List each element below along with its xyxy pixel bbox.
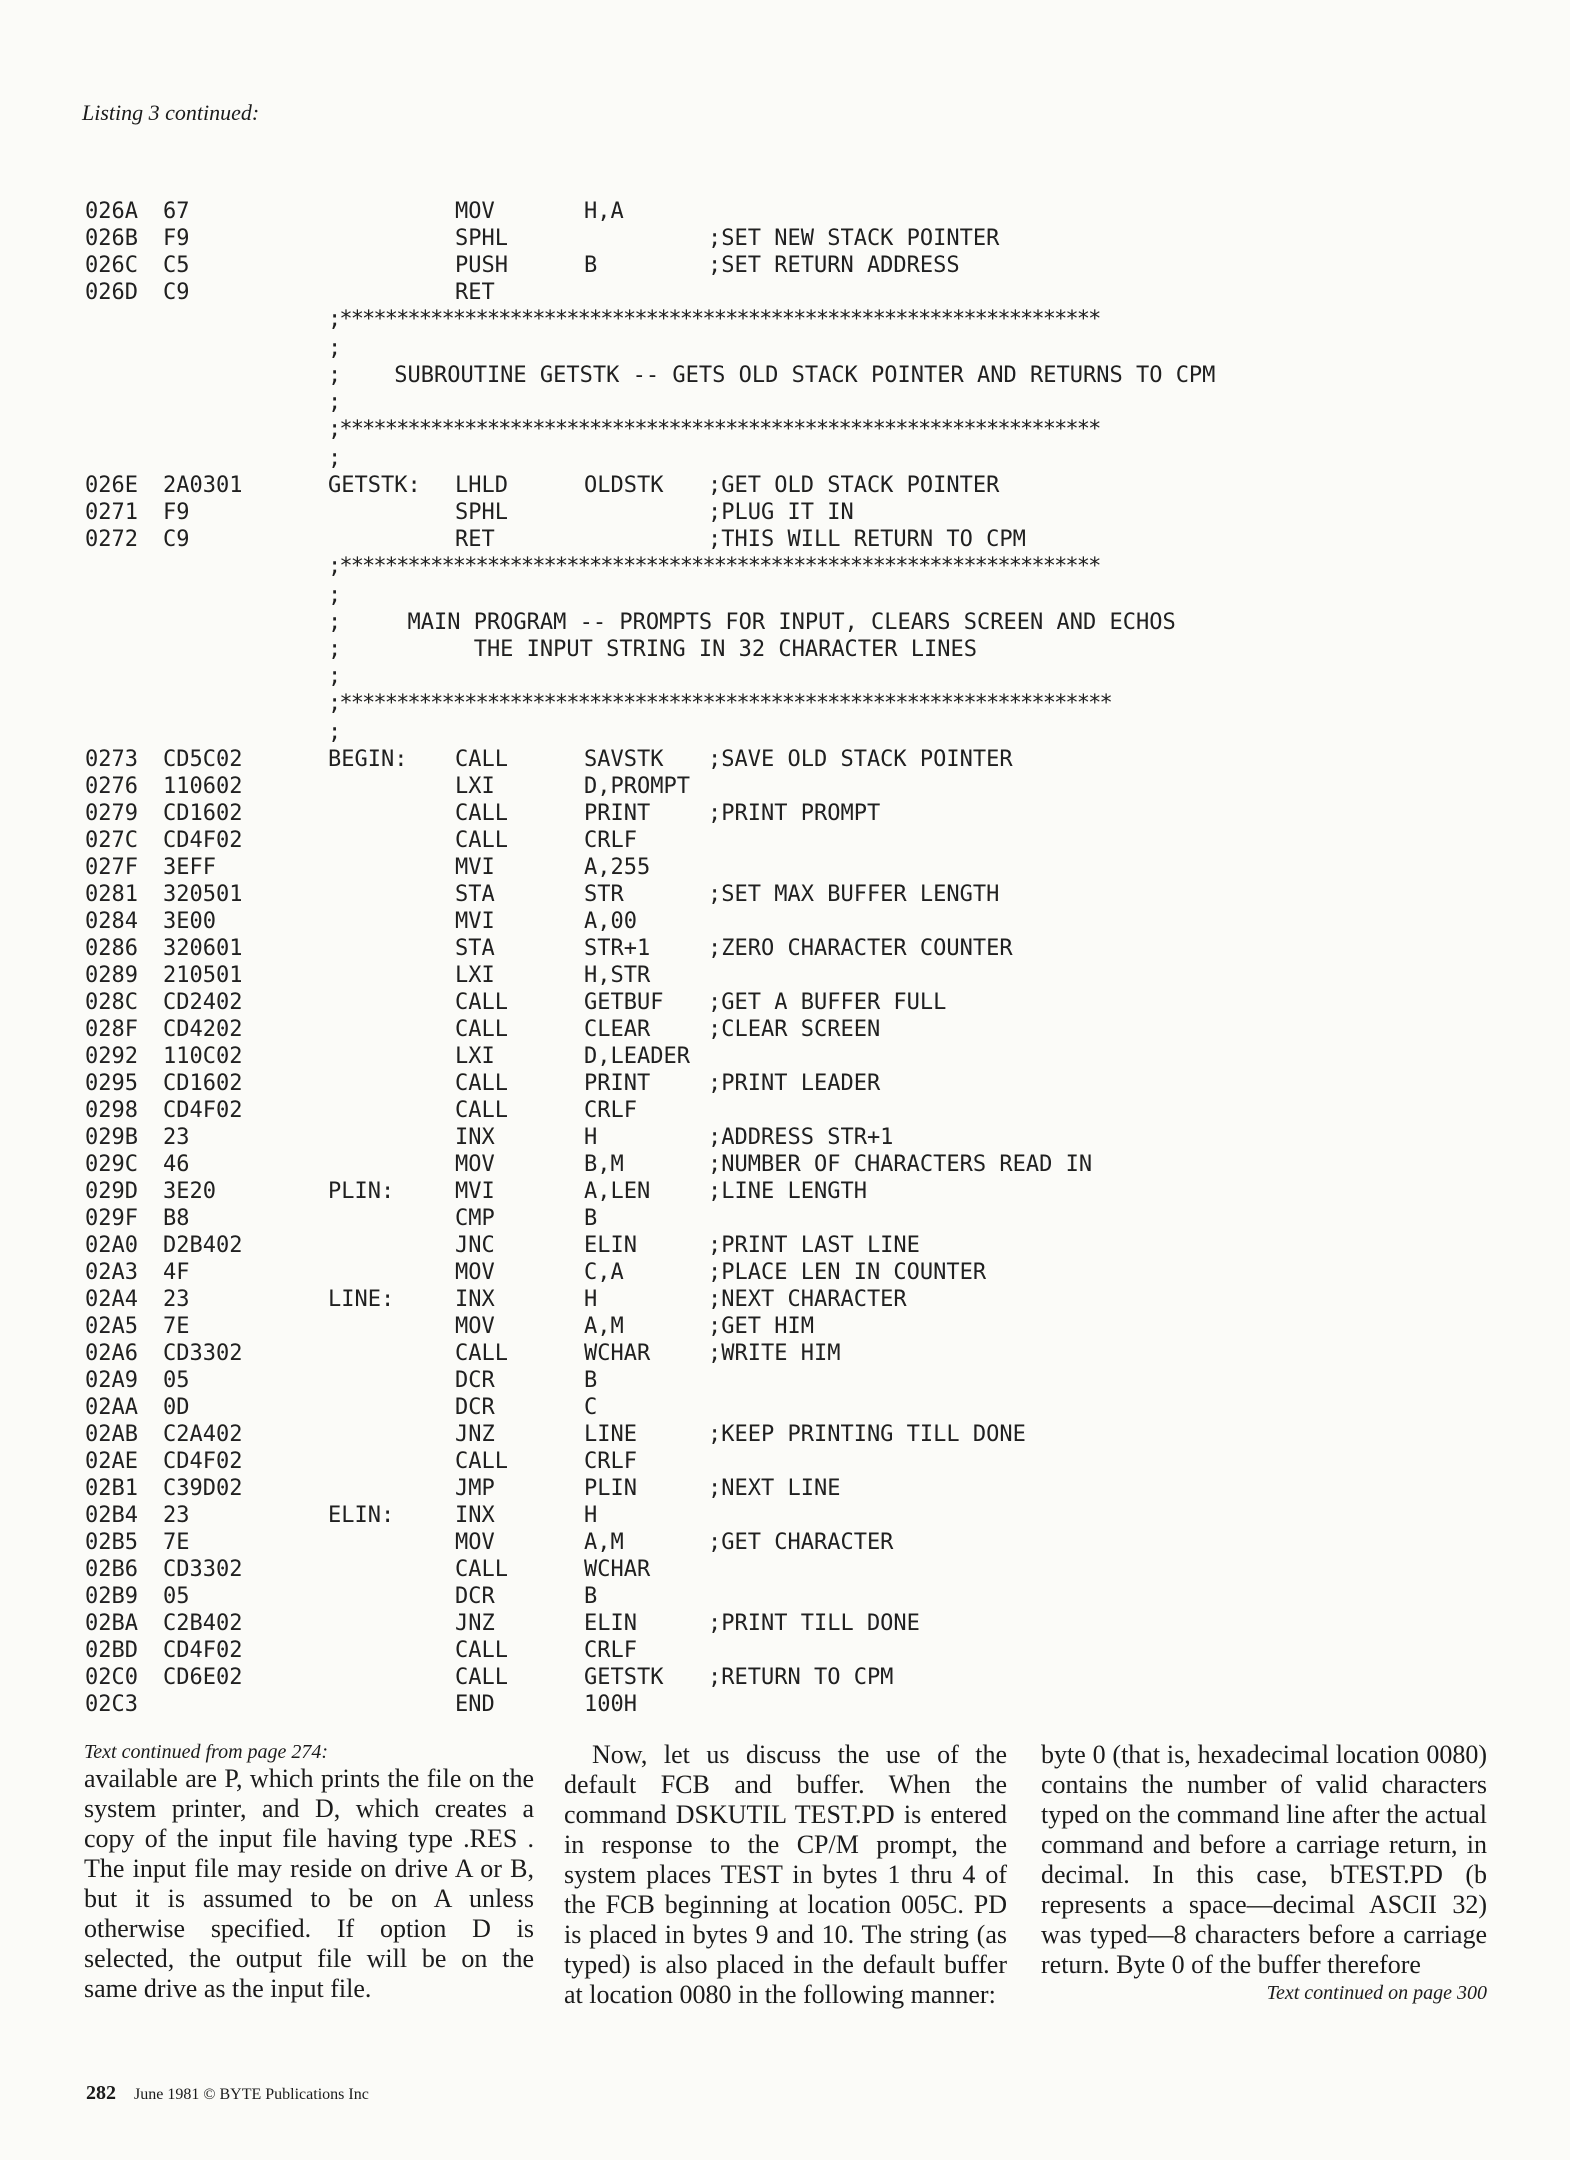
machine-code: CD6E02 <box>163 1665 243 1690</box>
operand: C <box>584 1395 598 1420</box>
machine-code: F9 <box>163 226 190 251</box>
opcode: MOV <box>455 199 495 224</box>
comment: ;NEXT LINE <box>708 1476 841 1501</box>
label: GETSTK: <box>328 473 421 498</box>
machine-code: 67 <box>163 199 190 224</box>
comment: ;PLUG IT IN <box>708 500 854 525</box>
opcode: LHLD <box>455 473 508 498</box>
address: 02A5 <box>85 1314 138 1339</box>
address: 029F <box>85 1206 138 1231</box>
machine-code: CD1602 <box>163 801 243 826</box>
comment-text: ; <box>328 446 342 471</box>
machine-code: 3E20 <box>163 1179 216 1204</box>
operand: B <box>584 1584 598 1609</box>
address: 02B1 <box>85 1476 138 1501</box>
operand: WCHAR <box>584 1341 651 1366</box>
address: 0289 <box>85 963 138 988</box>
machine-code: 23 <box>163 1125 190 1150</box>
address: 028C <box>85 990 138 1015</box>
comment-text: ; SUBROUTINE GETSTK -- GETS OLD STACK POINTER AND RETURNS TO CPM <box>328 363 1216 388</box>
operand: D,PROMPT <box>584 774 690 799</box>
opcode: CALL <box>455 1449 508 1474</box>
machine-code: 0D <box>163 1395 190 1420</box>
text-column-2: Now, let us discuss the use of the default FCB and buffer. When the command DSKUTIL TEST.PD is entered in response to the CP/M prompt, the system places TEST in bytes 1 thru 4 of the FCB beginning at location 005C. PD is placed in bytes 9 and 10. The string (as typed) is also placed in the default buffer at location 0080 in the following manner: <box>564 1740 1007 2009</box>
opcode: PUSH <box>455 253 508 278</box>
opcode: MVI <box>455 855 495 880</box>
operand: H,A <box>584 199 624 224</box>
opcode: CALL <box>455 1098 508 1123</box>
opcode: CALL <box>455 1071 508 1096</box>
address: 026E <box>85 473 138 498</box>
machine-code: C9 <box>163 527 190 552</box>
machine-code: CD4202 <box>163 1017 243 1042</box>
address: 027F <box>85 855 138 880</box>
address: 02B5 <box>85 1530 138 1555</box>
comment: ;PLACE LEN IN COUNTER <box>708 1260 987 1285</box>
address: 0272 <box>85 527 138 552</box>
opcode: RET <box>455 280 495 305</box>
comment: ;WRITE HIM <box>708 1341 841 1366</box>
address: 02A3 <box>85 1260 138 1285</box>
operand: STR <box>584 882 624 907</box>
machine-code: 23 <box>163 1287 190 1312</box>
machine-code: 4F <box>163 1260 190 1285</box>
comment-text: ;******************************************************************* <box>328 417 1100 442</box>
address: 0271 <box>85 500 138 525</box>
address: 02A4 <box>85 1287 138 1312</box>
opcode: CALL <box>455 1638 508 1663</box>
opcode: MOV <box>455 1314 495 1339</box>
label: PLIN: <box>328 1179 395 1204</box>
address: 02C3 <box>85 1692 138 1717</box>
comment-text: ;******************************************************************* <box>328 554 1100 579</box>
machine-code: CD4F02 <box>163 828 243 853</box>
operand: A,LEN <box>584 1179 651 1204</box>
address: 028F <box>85 1017 138 1042</box>
machine-code: F9 <box>163 500 190 525</box>
opcode: SPHL <box>455 226 508 251</box>
machine-code: 320601 <box>163 936 243 961</box>
operand: GETBUF <box>584 990 664 1015</box>
text-column-1 <box>84 1740 534 2004</box>
comment-text: ; <box>328 664 342 689</box>
machine-code: C2B402 <box>163 1611 243 1636</box>
opcode: DCR <box>455 1395 495 1420</box>
continued-on-note: Text continued on page 300 <box>1266 1982 1487 2004</box>
comment: ;PRINT LEADER <box>708 1071 881 1096</box>
operand: CRLF <box>584 1449 637 1474</box>
machine-code: 05 <box>163 1368 190 1393</box>
operand: ELIN <box>584 1233 637 1258</box>
operand: PRINT <box>584 1071 651 1096</box>
operand: WCHAR <box>584 1557 651 1582</box>
operand: D,LEADER <box>584 1044 690 1069</box>
address: 02A0 <box>85 1233 138 1258</box>
address: 026A <box>85 199 138 224</box>
operand: B,M <box>584 1152 624 1177</box>
text-column-3 <box>1041 1740 1487 2006</box>
opcode: STA <box>455 936 495 961</box>
address: 0286 <box>85 936 138 961</box>
opcode: STA <box>455 882 495 907</box>
address: 027C <box>85 828 138 853</box>
opcode: INX <box>455 1503 495 1528</box>
comment-text: ;******************************************************************* <box>328 307 1100 332</box>
comment: ;PRINT PROMPT <box>708 801 881 826</box>
comment: ;PRINT TILL DONE <box>708 1611 920 1636</box>
machine-code: CD4F02 <box>163 1638 243 1663</box>
machine-code: B8 <box>163 1206 190 1231</box>
address: 0284 <box>85 909 138 934</box>
comment: ;CLEAR SCREEN <box>708 1017 881 1042</box>
address: 02AB <box>85 1422 138 1447</box>
comment-text: ;******************************************************************** <box>328 691 1111 716</box>
opcode: MVI <box>455 909 495 934</box>
operand: CLEAR <box>584 1017 651 1042</box>
opcode: JNZ <box>455 1422 495 1447</box>
comment: ;NEXT CHARACTER <box>708 1287 907 1312</box>
machine-code: CD3302 <box>163 1341 243 1366</box>
operand: H <box>584 1503 598 1528</box>
comment: ;ZERO CHARACTER COUNTER <box>708 936 1013 961</box>
machine-code: C5 <box>163 253 190 278</box>
operand: STR+1 <box>584 936 651 961</box>
comment: ;SET MAX BUFFER LENGTH <box>708 882 1000 907</box>
address: 0273 <box>85 747 138 772</box>
comment-text: ; <box>328 336 342 361</box>
opcode: SPHL <box>455 500 508 525</box>
machine-code: C39D02 <box>163 1476 243 1501</box>
machine-code: CD1602 <box>163 1071 243 1096</box>
opcode: RET <box>455 527 495 552</box>
opcode: CALL <box>455 1341 508 1366</box>
machine-code: C9 <box>163 280 190 305</box>
address: 02AE <box>85 1449 138 1474</box>
column-3-text: byte 0 (that is, hexadecimal location 0080) contains the number of valid characters typed on the command line after the actual command and before a carriage return, in decimal. In this case, bTEST.PD (b represents a space—decimal ASCII 32) was typed—8 characters before a carriage return. Byte 0 of the buffer therefore <box>1041 1740 1487 1979</box>
operand: H <box>584 1287 598 1312</box>
opcode: CALL <box>455 801 508 826</box>
address: 026D <box>85 280 138 305</box>
opcode: LXI <box>455 1044 495 1069</box>
machine-code: 210501 <box>163 963 243 988</box>
page-number: 282 <box>86 2082 116 2104</box>
label: ELIN: <box>328 1503 395 1528</box>
machine-code: CD5C02 <box>163 747 243 772</box>
address: 029B <box>85 1125 138 1150</box>
operand: OLDSTK <box>584 473 664 498</box>
machine-code: 7E <box>163 1314 190 1339</box>
opcode: CALL <box>455 747 508 772</box>
comment-text: ; THE INPUT STRING IN 32 CHARACTER LINES <box>328 637 978 662</box>
comment: ;SET NEW STACK POINTER <box>708 226 1000 251</box>
opcode: DCR <box>455 1368 495 1393</box>
opcode: CALL <box>455 990 508 1015</box>
operand: B <box>584 1368 598 1393</box>
machine-code: 110602 <box>163 774 243 799</box>
address: 02A6 <box>85 1341 138 1366</box>
address: 02BA <box>85 1611 138 1636</box>
address: 029D <box>85 1179 138 1204</box>
comment: ;SET RETURN ADDRESS <box>708 253 960 278</box>
comment: ;NUMBER OF CHARACTERS READ IN <box>708 1152 1093 1177</box>
opcode: INX <box>455 1287 495 1312</box>
address: 0292 <box>85 1044 138 1069</box>
machine-code: 110C02 <box>163 1044 243 1069</box>
address: 02B4 <box>85 1503 138 1528</box>
operand: H <box>584 1125 598 1150</box>
column-1-text: available are P, which prints the file on the system printer, and D, which creates a copy of the input file having type .RES . The input file may reside on drive A or B, but it is assumed to be on A unless otherwise specified. If option D is selected, the output file will be on the same drive as the input file. <box>84 1764 534 2003</box>
operand: H,STR <box>584 963 651 988</box>
comment: ;SAVE OLD STACK POINTER <box>708 747 1013 772</box>
machine-code: CD3302 <box>163 1557 243 1582</box>
comment: ;GET CHARACTER <box>708 1530 894 1555</box>
machine-code: CD4F02 <box>163 1098 243 1123</box>
comment: ;ADDRESS STR+1 <box>708 1125 894 1150</box>
machine-code: 05 <box>163 1584 190 1609</box>
opcode: CALL <box>455 1557 508 1582</box>
comment-text: ; <box>328 390 342 415</box>
comment: ;RETURN TO CPM <box>708 1665 894 1690</box>
operand: LINE <box>584 1422 637 1447</box>
machine-code: 46 <box>163 1152 190 1177</box>
opcode: MVI <box>455 1179 495 1204</box>
operand: CRLF <box>584 1098 637 1123</box>
address: 0276 <box>85 774 138 799</box>
operand: CRLF <box>584 828 637 853</box>
opcode: INX <box>455 1125 495 1150</box>
comment: ;GET A BUFFER FULL <box>708 990 947 1015</box>
operand: C,A <box>584 1260 624 1285</box>
machine-code: 3EFF <box>163 855 216 880</box>
operand: PRINT <box>584 801 651 826</box>
machine-code: CD4F02 <box>163 1449 243 1474</box>
operand: CRLF <box>584 1638 637 1663</box>
label: BEGIN: <box>328 747 408 772</box>
operand: GETSTK <box>584 1665 664 1690</box>
address: 02A9 <box>85 1368 138 1393</box>
operand: A,M <box>584 1530 624 1555</box>
opcode: JMP <box>455 1476 495 1501</box>
opcode: LXI <box>455 963 495 988</box>
machine-code: 3E00 <box>163 909 216 934</box>
operand: A,M <box>584 1314 624 1339</box>
address: 02B9 <box>85 1584 138 1609</box>
opcode: CALL <box>455 1665 508 1690</box>
comment: ;KEEP PRINTING TILL DONE <box>708 1422 1026 1447</box>
address: 0295 <box>85 1071 138 1096</box>
operand: PLIN <box>584 1476 637 1501</box>
page-footer <box>86 2082 369 2105</box>
operand: SAVSTK <box>584 747 664 772</box>
machine-code: 320501 <box>163 882 243 907</box>
opcode: LXI <box>455 774 495 799</box>
label: LINE: <box>328 1287 395 1312</box>
address: 0298 <box>85 1098 138 1123</box>
opcode: CALL <box>455 1017 508 1042</box>
opcode: DCR <box>455 1584 495 1609</box>
comment-text: ; <box>328 720 342 745</box>
address: 026C <box>85 253 138 278</box>
comment: ;PRINT LAST LINE <box>708 1233 920 1258</box>
opcode: CMP <box>455 1206 495 1231</box>
address: 02B6 <box>85 1557 138 1582</box>
opcode: MOV <box>455 1530 495 1555</box>
operand: A,255 <box>584 855 651 880</box>
comment: ;GET HIM <box>708 1314 814 1339</box>
publication-credit: June 1981 © BYTE Publications Inc <box>134 2086 369 2103</box>
address: 02C0 <box>85 1665 138 1690</box>
machine-code: CD2402 <box>163 990 243 1015</box>
operand: A,00 <box>584 909 637 934</box>
operand: 100H <box>584 1692 637 1717</box>
opcode: JNC <box>455 1233 495 1258</box>
address: 02AA <box>85 1395 138 1420</box>
machine-code: 23 <box>163 1503 190 1528</box>
machine-code: 2A0301 <box>163 473 243 498</box>
address: 02BD <box>85 1638 138 1663</box>
comment: ;LINE LENGTH <box>708 1179 867 1204</box>
operand: B <box>584 253 598 278</box>
listing-caption: Listing 3 continued: <box>82 100 260 125</box>
comment: ;THIS WILL RETURN TO CPM <box>708 527 1026 552</box>
address: 0279 <box>85 801 138 826</box>
opcode: CALL <box>455 828 508 853</box>
opcode: MOV <box>455 1152 495 1177</box>
machine-code: D2B402 <box>163 1233 243 1258</box>
comment-text: ; <box>328 583 342 608</box>
opcode: JNZ <box>455 1611 495 1636</box>
address: 026B <box>85 226 138 251</box>
operand: B <box>584 1206 598 1231</box>
continued-from-note: Text continued from page 274: <box>84 1741 329 1763</box>
opcode: END <box>455 1692 495 1717</box>
operand: ELIN <box>584 1611 637 1636</box>
machine-code: C2A402 <box>163 1422 243 1447</box>
comment-text: ; MAIN PROGRAM -- PROMPTS FOR INPUT, CLEARS SCREEN AND ECHOS <box>328 610 1176 635</box>
address: 029C <box>85 1152 138 1177</box>
address: 0281 <box>85 882 138 907</box>
machine-code: 7E <box>163 1530 190 1555</box>
opcode: MOV <box>455 1260 495 1285</box>
comment: ;GET OLD STACK POINTER <box>708 473 1000 498</box>
